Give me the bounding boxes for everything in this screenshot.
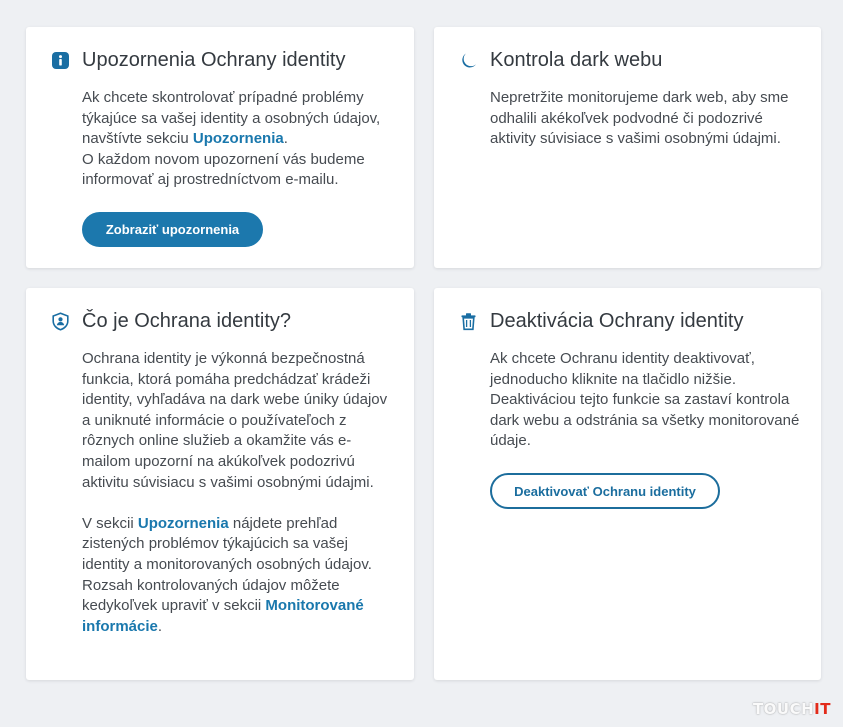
touchit-watermark	[753, 700, 831, 718]
what-is-paragraph-2	[82, 514, 394, 638]
alerts-description-period: .	[283, 130, 288, 148]
deactivate-card	[434, 288, 821, 680]
alerts-description-text: Ak chcete skontrolovať prípadné problémy týkajúce sa vašej identity a osobných údajov, navštívte sekciu	[82, 89, 381, 148]
what-is-card-header	[50, 310, 291, 333]
what-is-paragraph-2-middle: nájdete prehľad zistených problémov týkajúcich sa vašej identity a monitorovaných osobných údajov. Rozsah kontrolovaných údajov môžete kedykoľvek upraviť v sekcii	[82, 514, 372, 615]
alerts-link-secondary[interactable]: Upozornenia	[137, 514, 229, 532]
what-is-paragraph-2-start: V sekcii	[82, 514, 138, 532]
darkweb-card-description: Nepretržite monitorujeme dark web, aby sme odhalili akékoľvek podvodné či podozrivé aktivity súvisiace s vašimi osobnými údajmi.	[490, 89, 789, 148]
what-is-card-description	[82, 349, 394, 637]
what-is-card-title: Čo je Ochrana identity?	[82, 310, 292, 332]
deactivate-button[interactable]: Deaktivovať Ochranu identity	[490, 473, 720, 509]
deactivate-card-description: Ak chcete Ochranu identity deaktivovať, jednoducho kliknite na tlačidlo nižšie. Deaktiváciou tejto funkcie sa zastaví kontrola dark webu a odstránia sa všetky monitorované údaje.	[490, 350, 800, 450]
watermark-it-text: IT	[814, 700, 831, 718]
darkweb-card-title: Kontrola dark webu	[490, 49, 663, 71]
darkweb-card-header	[458, 49, 662, 72]
moon-icon	[458, 51, 478, 71]
darkweb-card	[434, 27, 821, 268]
identity-shield-icon	[50, 312, 70, 332]
trash-icon	[458, 312, 478, 332]
monitored-info-link[interactable]: Monitorované informácie	[82, 597, 364, 635]
alerts-card-description	[82, 88, 400, 191]
alerts-card-header	[50, 49, 345, 72]
alerts-card-title: Upozornenia Ochrany identity	[82, 49, 346, 71]
watermark-touch-text: TOUCH	[752, 700, 815, 718]
deactivate-card-title: Deaktivácia Ochrany identity	[490, 310, 744, 332]
alerts-link[interactable]: Upozornenia	[192, 130, 284, 148]
what-is-card	[26, 288, 414, 680]
what-is-paragraph-1: Ochrana identity je výkonná bezpečnostná funkcia, ktorá pomáha predchádzať krádeži identity, vyhľadáva na dark webe úniky údajov a uniknuté informácie o používateľoch z rôznych online služieb a okamžite vás e-mailom upozorní na akúkoľvek podozrivú aktivitu súvisiacu s vašimi osobnými údajmi.	[82, 350, 388, 491]
show-alerts-button[interactable]: Zobraziť upozornenia	[82, 212, 263, 247]
alerts-description-paragraph	[82, 88, 400, 150]
alerts-email-note: O každom novom upozornení vás budeme informovať aj prostredníctvom e-mailu.	[82, 150, 365, 189]
deactivate-card-header	[458, 310, 743, 333]
what-is-paragraph-2-end: .	[157, 617, 163, 635]
info-icon	[50, 51, 70, 71]
alerts-card	[26, 27, 414, 268]
